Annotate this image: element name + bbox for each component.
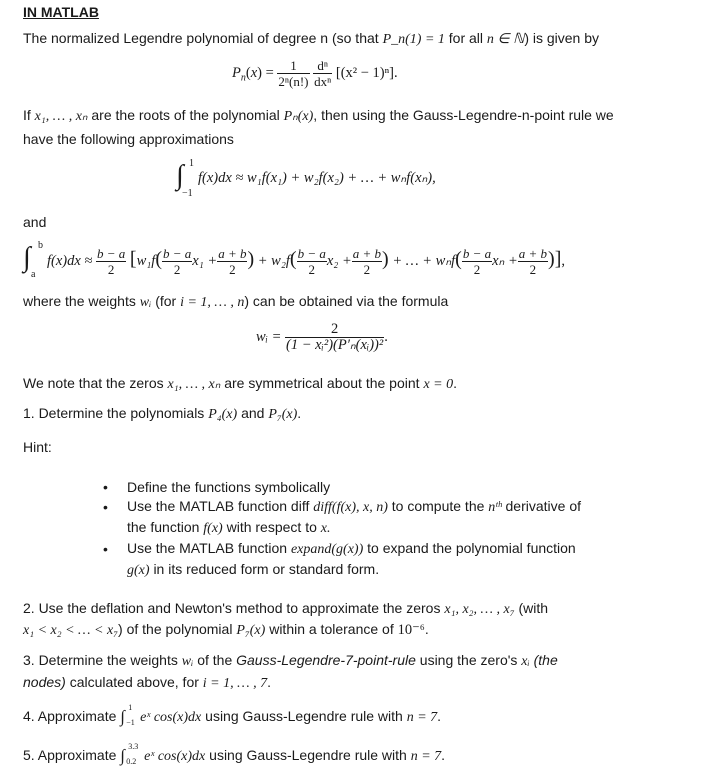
weights-for: (for [155, 293, 177, 309]
wf-lhs: wᵢ = [256, 328, 282, 345]
approx2-t2b [352, 246, 382, 277]
b3-after: to expand the polynomial function [367, 540, 576, 556]
q2-with: (with [518, 600, 549, 616]
approx2-coef [96, 246, 126, 277]
q5-end: . [441, 747, 446, 763]
approx2-formula [23, 240, 683, 284]
question-5 [23, 742, 446, 769]
intro-mid: for all [448, 30, 484, 46]
q2-poly: P₇(x) [236, 623, 266, 638]
q3-xi: xᵢ [521, 654, 530, 669]
approx2-x2: x₂ + [326, 252, 352, 269]
rodrigues-formula: $P_n(x)$ = $\frac{1}{\text{2ⁿ(n!)}}$ $\frac{\text{dⁿ}}{\text{dxⁿ}}$ [(x² − 1)ⁿ]. [232, 58, 398, 89]
approx2-t1b [217, 246, 247, 277]
intro-after: ) is given by [524, 30, 600, 46]
q4-lower: −1 [126, 718, 135, 728]
wf-frac [285, 322, 384, 353]
question-2 [23, 600, 548, 618]
wf-den: (1 − xᵢ²)(P′ₙ(xᵢ))² [286, 337, 384, 353]
q5-integrand: eˣ cos(x)dx [144, 749, 206, 764]
approx2-w1: w₁f [136, 252, 156, 269]
t2a-num: b − a [297, 246, 326, 261]
roots-mid: are the roots of the polynomial [91, 107, 280, 123]
weights-w: wᵢ [139, 295, 152, 310]
weights-formula [256, 322, 388, 353]
b2-l2-before: the function [127, 519, 200, 535]
q5-lower: 0.2 [126, 757, 137, 767]
hint-label: Hint: [23, 439, 52, 455]
rodrigues-frac1 [277, 58, 309, 89]
bullet-2-line2 [127, 519, 330, 537]
roots-if: If [23, 107, 31, 123]
bullet-dot-1: • [103, 479, 108, 495]
intro-set: n ∈ ℕ [486, 32, 525, 47]
sym-point: x = 0 [423, 377, 454, 392]
question-2-line2 [23, 621, 429, 639]
approx2-xn: xₙ + [492, 252, 518, 269]
t1a-num: b − a [163, 246, 192, 261]
q2-mid: ) of the polynomial [118, 621, 233, 637]
approx1-formula [176, 160, 496, 200]
bullet-2 [127, 498, 581, 516]
approx2-lhs: f(x)dx ≈ [47, 252, 93, 269]
roots-poly: Pₙ(x) [283, 109, 314, 124]
q3-using: using the zero's [419, 652, 518, 668]
q4-after: using Gauss-Legendre rule with [205, 708, 403, 724]
q2-zeros: x₁, x₂, … , x₇ [444, 602, 515, 617]
coef-den: 2 [107, 262, 115, 277]
approx2-lower: a [31, 269, 36, 280]
t1b-den: 2 [229, 262, 236, 277]
frac2-num: dⁿ [313, 58, 332, 74]
q3-w: wᵢ [181, 654, 194, 669]
b2-after: derivative of [505, 498, 581, 514]
intro-before: The normalized Legendre polynomial of degree n (so that [23, 30, 379, 46]
symmetric-line [23, 375, 457, 393]
sym-before: We note that the zeros [23, 375, 164, 391]
b3-before: Use the MATLAB function [127, 540, 288, 556]
b2-nth: nᵗʰ [488, 500, 502, 515]
q5-upper: 3.3 [128, 742, 139, 752]
rodrigues-rhs: [(x² − 1)ⁿ]. [335, 64, 398, 81]
q3-after: calculated above, for [69, 674, 199, 690]
weights-range: i = 1, … , n [180, 295, 245, 310]
q5-after: using Gauss-Legendre rule with [209, 747, 407, 763]
b2-fx: f(x) [203, 521, 223, 536]
page-heading: IN MATLAB [23, 4, 99, 20]
t1b-num: a + b [218, 246, 247, 261]
q4-upper: 1 [128, 703, 133, 713]
approx2-body: f(x)dx ≈ $\frac{b - a}{2}$ [w₁f( $\frac{b - a}{2}$ x₁ + $\frac{a + b}{2}$ ) + w₂f( $\frac{b - a}{2}$ x₂ + $\frac{a + b}{2}$ ) + … + wₙf( $\frac{b - a}{2}$ xₙ + $\frac{a + b}{2}$ )], [47, 246, 565, 277]
and-label: and [23, 214, 47, 230]
b2-code: diff(f(x), x, n) [313, 500, 388, 515]
frac1-num: 1 [277, 58, 309, 74]
weights-before: where the weights [23, 293, 136, 309]
roots-roots: x₁, … , xₙ [34, 109, 88, 124]
t2a-den: 2 [308, 262, 315, 277]
tnb-num: a + b [518, 246, 548, 261]
frac1-den: 2ⁿ(n!) [278, 74, 309, 89]
q2-order: x₁ < x₂ < … < x₇ [23, 623, 119, 638]
q2-before: 2. Use the deflation and Newton's method to approximate the zeros [23, 600, 441, 616]
b3-line2: in its reduced form or standard form. [153, 561, 380, 577]
approx2-tnb [518, 246, 548, 277]
q3-end: . [267, 674, 271, 690]
roots-after: , then using the Gauss-Legendre-n-point rule we [313, 107, 614, 123]
wf-end: . [384, 328, 388, 345]
question-1 [23, 405, 301, 423]
integral-sign-1: ∫ [176, 160, 184, 191]
q1-p4: P₄(x) [208, 407, 238, 422]
approx2-t1a [162, 246, 192, 277]
roots-line [23, 107, 614, 125]
tna-num: b − a [462, 246, 492, 261]
q2-tol-text: within a tolerance of [269, 621, 394, 637]
q3-before: 3. Determine the weights [23, 652, 178, 668]
q3-rule: Gauss-Legendre-7-point-rule [236, 652, 416, 668]
approx1-body: f(x)dx ≈ w₁f(x₁) + w₂f(x₂) + … + wₙf(xₙ), [198, 170, 436, 186]
question-4 [23, 703, 442, 730]
b3-gx: g(x) [127, 563, 150, 578]
q4-end: . [437, 708, 442, 724]
approx2-upper: b [38, 240, 43, 251]
wf-num: 2 [285, 322, 384, 338]
q4-integral: ∫ 1 −1 [120, 703, 135, 728]
t2b-den: 2 [363, 262, 371, 277]
q4-integrand: eˣ cos(x)dx [140, 710, 202, 725]
q5-before: 5. Approximate [23, 747, 117, 763]
q1-p7: P₇(x) [268, 407, 298, 422]
tnb-den: 2 [529, 262, 537, 277]
intro-cond: P_n(1) = 1 [382, 32, 445, 47]
rodrigues-frac2 [313, 58, 332, 89]
q2-tol: 10⁻⁶ [397, 622, 425, 638]
sym-end: . [453, 375, 457, 391]
q3-nodes1: (the [533, 652, 558, 668]
q4-before: 4. Approximate [23, 708, 117, 724]
q1-end: . [297, 405, 302, 421]
rodrigues-lhs: P [232, 64, 241, 81]
b2-x: x. [320, 521, 331, 536]
q4-n: n = 7 [406, 710, 438, 725]
approx2-w2: + w₂f [257, 252, 290, 269]
q5-n: n = 7 [410, 749, 442, 764]
q1-and: and [241, 405, 265, 421]
sym-zeros: x₁, … , xₙ [167, 377, 221, 392]
b2-mid: to compute the [391, 498, 485, 514]
q5-integral: ∫ 3.3 0.2 [120, 742, 139, 767]
b2-l2-after: with respect to [226, 519, 317, 535]
integral-sign-2: ∫ [23, 242, 31, 273]
sym-mid: are symmetrical about the point [224, 375, 420, 391]
bullet-dot-2: • [103, 499, 108, 515]
q3-mid: of the [197, 652, 233, 668]
approx2-tna [462, 246, 492, 277]
coef-num: b − a [97, 246, 126, 261]
approx2-t2a [297, 246, 327, 277]
bullet-3 [127, 540, 576, 558]
tna-den: 2 [473, 262, 481, 277]
frac2-den: dxⁿ [314, 74, 332, 89]
bullet-1: Define the functions symbolically [127, 479, 331, 495]
weights-line [23, 293, 448, 311]
bullet-dot-3: • [103, 541, 108, 557]
weights-after: ) can be obtained via the formula [244, 293, 449, 309]
approx2-x1: x₁ + [192, 252, 218, 269]
b3-code: expand(g(x)) [290, 542, 364, 557]
t1a-den: 2 [173, 262, 181, 277]
question-3-line2 [23, 674, 271, 692]
roots-line2: have the following approximations [23, 131, 234, 147]
question-3 [23, 652, 558, 670]
q3-range: i = 1, … , 7 [202, 676, 268, 691]
t2b-num: a + b [352, 246, 382, 261]
q2-end: . [424, 621, 429, 637]
q3-nodes2: nodes) [23, 674, 66, 690]
approx1-lower: −1 [182, 188, 193, 199]
approx2-wn: + … + wₙf [392, 252, 456, 269]
intro-line [23, 30, 599, 48]
b2-before: Use the MATLAB function diff [127, 498, 310, 514]
approx1-upper: 1 [189, 158, 194, 169]
bullet-3-line2 [127, 561, 379, 579]
q1-before: 1. Determine the polynomials [23, 405, 205, 421]
